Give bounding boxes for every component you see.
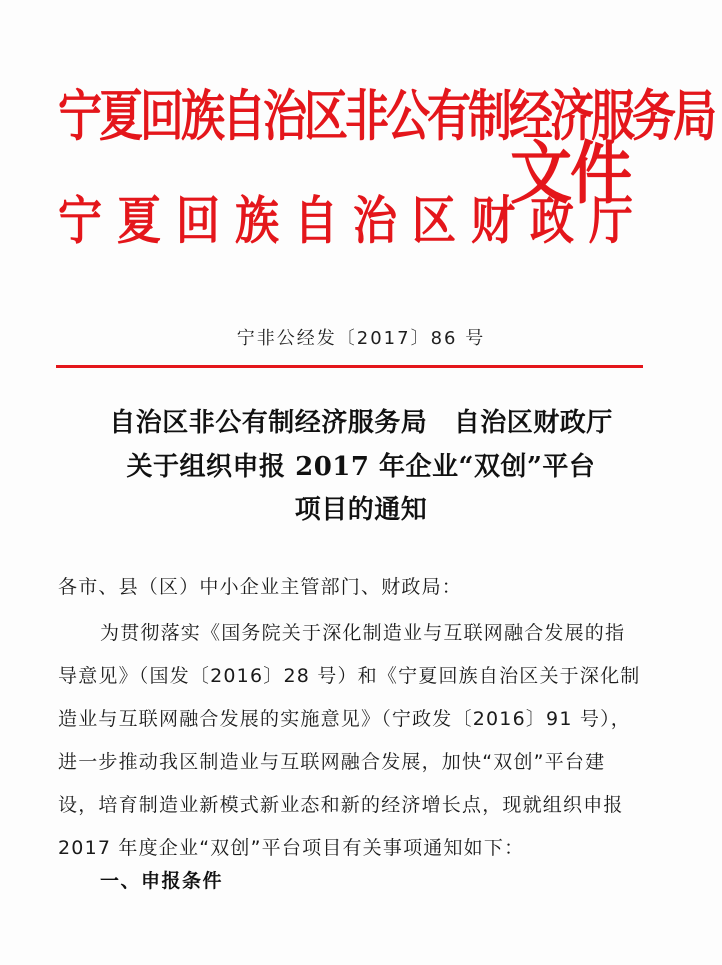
document-number: 宁非公经发〔2017〕86 号 [236, 328, 486, 349]
issuer-line-2: 宁夏回族自治区财政厅 [58, 191, 648, 252]
paragraph-line-3: 造业与互联网融合发展的实施意见》（宁政发〔2016〕91 号）， [58, 708, 631, 730]
paragraph-line-2: 导意见》（国发〔2016〕28 号）和《宁夏回族自治区关于深化制 [58, 665, 641, 687]
paragraph-line-6: 2017 年度企业“双创”平台项目有关事项通知如下： [58, 837, 525, 859]
issuer-line-1: 宁夏回族自治区非公有制经济服务局 [58, 85, 714, 149]
title-line-1: 自治区非公有制经济服务局 自治区财政厅 [109, 408, 613, 438]
document-word: 文件 [510, 133, 631, 214]
salutation: 各市、县（区）中小企业主管部门、财政局： [58, 576, 463, 598]
title-line-2: 关于组织申报 2017 年企业“双创”平台 [126, 452, 596, 482]
title-line-3: 项目的通知 [294, 495, 428, 525]
red-divider-line [56, 365, 643, 368]
paragraph-line-1: 为贯彻落实《国务院关于深化制造业与互联网融合发展的指 [100, 622, 626, 644]
paragraph-line-5: 设，培育制造业新模式新业态和新的经济增长点，现就组织申报 [58, 794, 624, 816]
section-1-heading: 一、申报条件 [100, 870, 224, 892]
paragraph-line-4: 进一步推动我区制造业与互联网融合发展，加快“双创”平台建 [58, 751, 606, 773]
